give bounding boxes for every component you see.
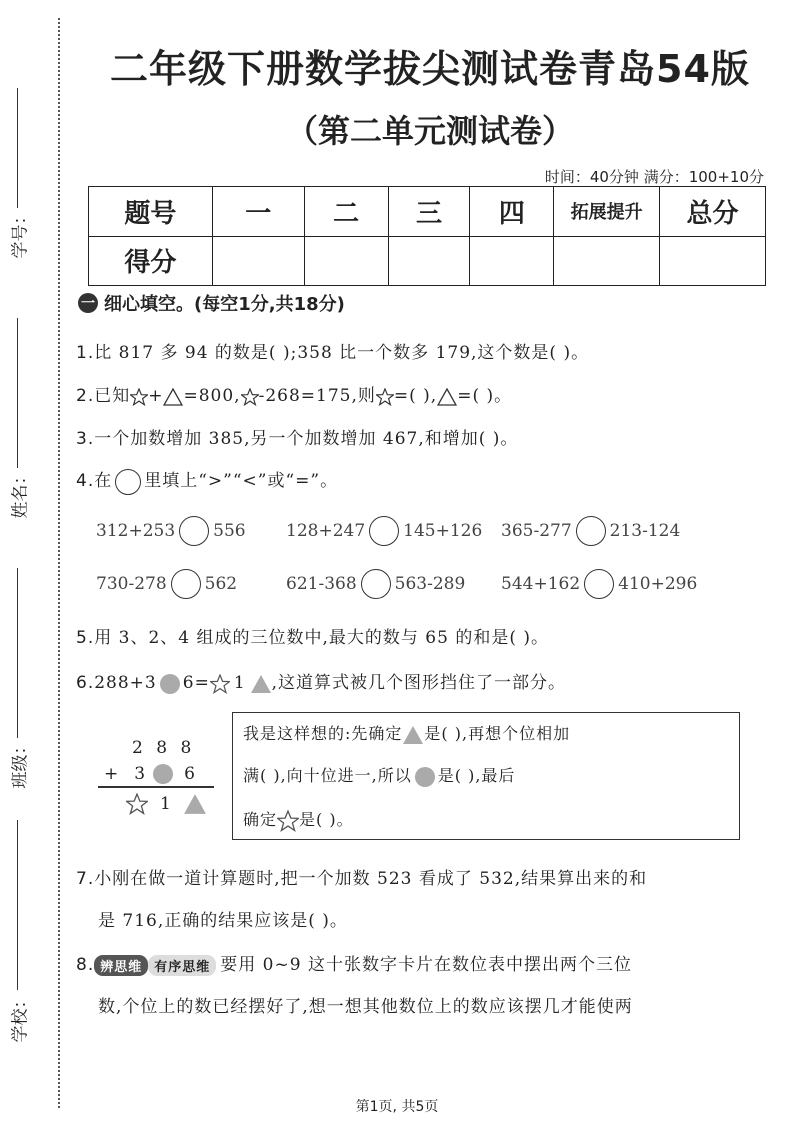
compare-right: 145+126 [403, 521, 483, 541]
question-text: =( ), [393, 386, 438, 406]
score-head-cell: 二 [304, 187, 388, 237]
score-table [88, 186, 766, 286]
school-label: 学校： [10, 991, 31, 1043]
score-head-cell: 题号 [89, 187, 213, 237]
compare-left: 730-278 [96, 574, 167, 594]
star-icon [277, 810, 299, 832]
question-text: -268=175,则 [258, 386, 376, 406]
thinking-text: 是( ),最后 [437, 766, 516, 785]
gray-circle-icon [160, 674, 180, 694]
calc-row-1: 2 8 8 [132, 738, 196, 758]
triangle-icon [437, 388, 457, 406]
gray-triangle-icon [183, 793, 207, 815]
question-text: 要用 0~9 这十张数字卡片在数位表中摆出两个三位 [220, 955, 632, 975]
question-text: 数,个位上的数已经摆好了,想一想其他数位上的数应该摆几才能使两 [98, 997, 633, 1017]
thinking-line-3 [243, 807, 354, 832]
question-1 [76, 338, 589, 363]
compare-item [501, 569, 697, 599]
question-text: 里填上“>”“<”或“=”。 [144, 471, 339, 491]
question-2 [76, 381, 512, 406]
compare-item [286, 569, 465, 599]
triangle-icon [163, 388, 183, 406]
star-icon [210, 674, 230, 694]
gray-triangle-icon [250, 674, 272, 694]
compare-right: 213-124 [609, 521, 681, 541]
name-label: 姓名： [10, 467, 31, 519]
compare-right: 562 [204, 574, 238, 594]
compare-right: 556 [213, 521, 246, 541]
compare-item [501, 516, 680, 546]
thinking-text: 我是这样想的:先确定 [243, 724, 403, 743]
student-id-line[interactable] [17, 88, 18, 208]
compare-right: 410+296 [618, 574, 698, 594]
compare-blank-circle[interactable] [171, 569, 201, 599]
score-cell[interactable] [304, 236, 388, 286]
compare-left: 365-277 [501, 521, 572, 541]
question-text: 用 3、2、4 组成的三位数中,最大的数与 65 的和是( )。 [94, 628, 550, 648]
compare-blank-circle[interactable] [584, 569, 614, 599]
compare-item [96, 516, 246, 546]
gray-circle-icon [415, 767, 435, 787]
page-footer: 第1页, 共5页 [355, 1099, 439, 1115]
score-head-cell: 三 [388, 187, 470, 237]
score-cell[interactable] [554, 236, 660, 286]
compare-right: 563-289 [394, 574, 466, 594]
score-header-row [89, 187, 766, 237]
plus-sign: + [104, 764, 119, 784]
question-5 [76, 623, 549, 648]
question-text: =800, [183, 386, 241, 406]
section-number-badge: 一 [78, 293, 98, 313]
calc-digit: 6 [184, 764, 195, 784]
thinking-box [232, 712, 740, 840]
calc-digit: 3 [134, 764, 146, 784]
question-8 [76, 950, 632, 976]
compare-left: 544+162 [501, 574, 581, 594]
compare-left: 128+247 [286, 521, 366, 541]
gray-triangle-icon [402, 725, 424, 745]
question-7-continued [98, 906, 348, 931]
compare-blank-circle[interactable] [361, 569, 391, 599]
compare-blank-circle[interactable] [369, 516, 399, 546]
question-8-continued [98, 992, 633, 1017]
score-cell[interactable] [212, 236, 304, 286]
circle-icon [115, 469, 141, 495]
thinking-text: 确定 [243, 810, 278, 829]
name-line[interactable] [17, 318, 18, 468]
page-subtitle: （第二单元测试卷） [285, 112, 574, 150]
gray-circle-icon [153, 764, 173, 784]
score-cell[interactable] [388, 236, 470, 286]
star-icon [241, 388, 259, 406]
question-number: 3. [76, 429, 95, 449]
compare-left: 621-368 [286, 574, 357, 594]
compare-item [96, 569, 237, 599]
thinking-line-2 [243, 763, 515, 787]
compare-item [286, 516, 482, 546]
thinking-text: 满( ),向十位进一,所以 [243, 766, 412, 785]
score-head-cell: 一 [212, 187, 304, 237]
school-line[interactable] [17, 820, 18, 990]
page-title: 二年级下册数学拔尖测试卷青岛54版 [110, 47, 750, 91]
question-number: 1. [76, 343, 95, 363]
thinking-text: 是( ),再想个位相加 [424, 724, 571, 743]
calc-line [98, 786, 214, 788]
section-heading [78, 290, 345, 316]
question-text: 比 817 多 94 的数是( );358 比一个数多 179,这个数是( )。 [94, 343, 590, 363]
compare-blank-circle[interactable] [576, 516, 606, 546]
question-text: 在 [94, 471, 113, 491]
score-cell[interactable] [660, 236, 766, 286]
question-text: 一个加数增加 385,另一个加数增加 467,和增加( )。 [94, 429, 519, 449]
question-number: 2. [76, 386, 95, 406]
student-id-label: 学号： [10, 207, 31, 259]
star-icon [130, 388, 148, 406]
tag-badge: 有序思维 [148, 955, 216, 976]
class-label: 班级： [10, 737, 31, 789]
compare-left: 312+253 [96, 521, 176, 541]
thinking-line-1 [243, 721, 570, 745]
question-3 [76, 424, 518, 449]
section-title: 细心填空。(每空1分,共18分) [104, 294, 345, 315]
star-icon [376, 388, 394, 406]
question-text: 已知 [94, 386, 131, 406]
question-text: 6= [182, 673, 210, 693]
question-number: 6. [76, 673, 95, 693]
score-value-row [89, 236, 766, 286]
question-7 [76, 864, 647, 889]
binding-dotted-line [58, 18, 60, 1108]
thinking-text: 是( )。 [299, 810, 354, 829]
question-number: 4. [76, 471, 95, 491]
calc-digit: 1 [160, 794, 171, 814]
question-text: 288+3 [94, 673, 157, 693]
time-info: 时间：40分钟 满分：100+10分 [544, 168, 764, 186]
question-text: 小刚在做一道计算题时,把一个加数 523 看成了 532,结果算出来的和 [94, 869, 648, 889]
question-text: ,这道算式被几个图形挡住了一部分。 [271, 673, 567, 693]
compare-blank-circle[interactable] [179, 516, 209, 546]
score-row-label: 得分 [89, 236, 213, 286]
question-text: =( )。 [457, 386, 513, 406]
question-text: 1 [233, 673, 246, 693]
calc-row-3 [126, 790, 207, 818]
question-6 [76, 668, 566, 694]
star-icon [126, 793, 148, 815]
question-number: 5. [76, 628, 95, 648]
question-text: + [148, 386, 164, 406]
question-number: 7. [76, 869, 95, 889]
score-head-cell: 四 [470, 187, 554, 237]
score-head-cell: 拓展提升 [554, 187, 660, 237]
calc-row-2 [104, 760, 195, 788]
question-4 [76, 466, 338, 495]
score-cell[interactable] [470, 236, 554, 286]
tag-badge: 辨思维 [94, 955, 148, 976]
class-line[interactable] [17, 568, 18, 738]
question-number: 8. [76, 955, 95, 975]
question-text: 是 716,正确的结果应该是( )。 [98, 911, 348, 931]
score-head-cell: 总分 [660, 187, 766, 237]
